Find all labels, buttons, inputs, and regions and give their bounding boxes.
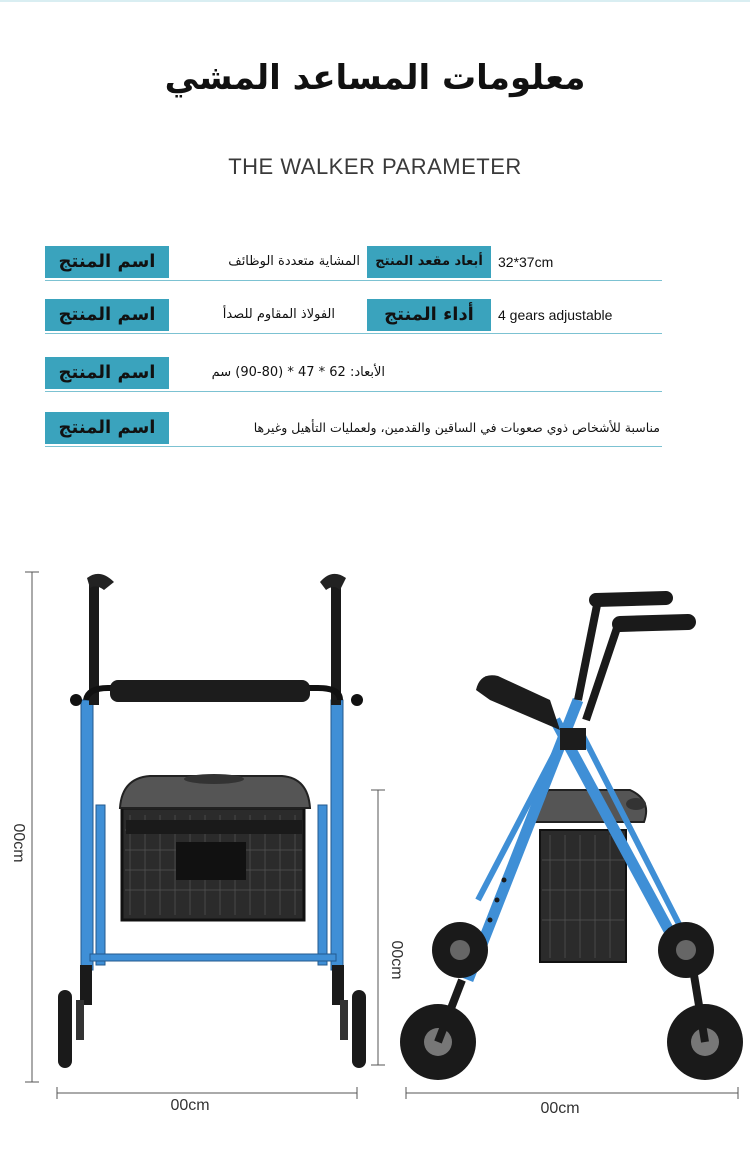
page-title-arabic: معلومات المساعد المشي <box>164 58 586 98</box>
front-height-label: 00cm <box>10 823 27 863</box>
page-title-english: THE WALKER PARAMETER <box>228 154 522 179</box>
spec-label: اسم المنتج <box>45 299 169 331</box>
spec-label-secondary: أداء المنتج <box>367 299 491 331</box>
spec-label: اسم المنتج <box>45 412 169 444</box>
front-width-label: 00cm <box>170 1097 210 1114</box>
spec-label-secondary: أبعاد مقعد المنتج <box>367 246 491 278</box>
spec-value-secondary: 4 gears adjustable <box>498 307 613 323</box>
spec-value: مناسبة للأشخاص ذوي صعوبات في الساقين والقدمين، ولعمليات التأهيل وغيرها <box>253 420 660 435</box>
spec-value-secondary: 32*37cm <box>498 254 554 270</box>
walker-side-view <box>400 598 743 1080</box>
spec-label: اسم المنتج <box>45 357 169 389</box>
spec-label: اسم المنتج <box>45 246 169 278</box>
walker-front-view <box>58 574 366 1068</box>
spec-value: المشاية متعددة الوظائف <box>228 254 360 269</box>
spec-value: الأبعاد: 62 * 47 * (80-90) سم <box>211 365 385 380</box>
spec-value: الفولاذ المقاوم للصدأ <box>222 307 335 322</box>
seat-height-label: 00cm <box>388 940 405 980</box>
side-depth-label: 00cm <box>540 1100 580 1117</box>
